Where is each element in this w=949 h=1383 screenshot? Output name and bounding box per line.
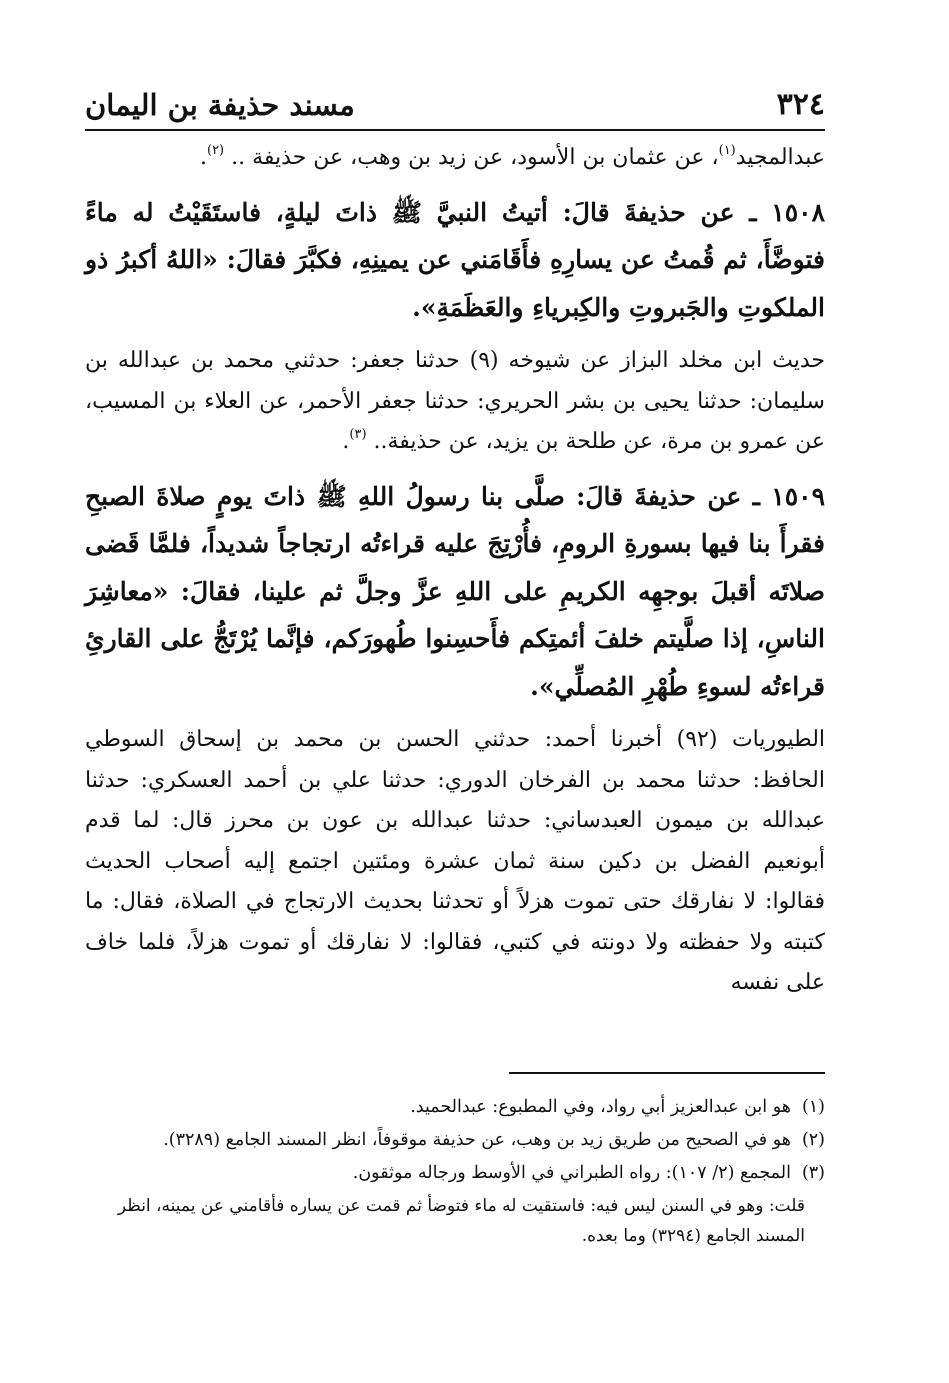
isnad-paragraph: الطيوريات (٩٢) أخبرنا أحمد: حدثني الحسن بن محمد بن إسحاق السوطي الحافظ: حدثنا محمد بن الفرخان الدوري: حدثنا علي بن أحمد العسكري: حدثنا عبدالله بن ميمون العبدساني: حدثنا عبدالله بن عون بن محرز قال: لما قدم أبونعيم الفضل بن دكين سنة ثمان عشرة ومئتين اجتمع إليه أصحاب الحديث فقالوا: لا نفارقك حتى تموت هزلاً أو تحدثنا بحديث الارتجاج في الصلاة، فقال: ما كتبته ولا حفظته ولا دونته في كتبي، فقالوا: لا نفارقك أو تموت هزلاً، فلما خاف على نفسه — [85, 727, 826, 995]
hadith-1509: ١٥٠٩ ـ عن حذيفةَ قالَ: صلَّى بنا رسولُ اللهِ ﷺ ذاتَ يومٍ صلاةَ الصبحِ فقرأَ بنا فيها بسورةِ الرومِ، فأُرْتِجَ عليه قراءتُه ارتجاجاً شديداً، فلمَّا قَضى صلاتَه أقبلَ بوجهِه الكريمِ على اللهِ عزَّ وجلَّ ثم علينا، فقالَ: «معاشِرَ الناسِ، إذا صلَّيتم خلفَ أئمتِكم فأَحسِنوا طُهورَكم، فإنَّما يُرْتَجُّ على القارئِ قراءتُه لسوءِ طُهْرِ المُصلِّي». — [85, 481, 825, 701]
footnote: (٣)المجمع (٢/ ١٠٧): رواه الطبراني في الأوسط ورجاله موثقون. — [352, 1163, 825, 1183]
header-rule — [85, 129, 825, 131]
footnote-marker: (٢) — [206, 143, 225, 158]
footnote-marker: (١) — [718, 143, 736, 158]
running-header — [85, 78, 825, 122]
footnote-rule — [509, 1072, 825, 1074]
hadith-1508: ١٥٠٨ ـ عن حذيفةَ قالَ: أتيتُ النبيَّ ﷺ ذاتَ ليلةٍ، فاستَقَيْتُ له ماءً فتوضَّأَ، ثم قُمتُ عن يسارِهِ فأَقَامَني عن يمينِهِ، فكبَّرَ فقالَ: «اللهُ أكبرُ ذو الملكوتِ والجَبروتِ والكِبرياءِ والعَظَمَةِ». — [85, 197, 825, 322]
page-number: ٣٢٤ — [776, 87, 825, 122]
main-text — [85, 138, 825, 1004]
isnad-paragraph: حديث ابن مخلد البزاز عن شيوخه (٩) حدثنا جعفر: حدثني محمد بن عبدالله بن سليمان: حدثنا يحيى بن بشر الحريري: حدثنا جعفر الأحمر، عن العلاء بن المسيب، عن عمرو بن مرة، عن طلحة بن يزيد، عن حذيفة.. $^{(٣)}$. — [85, 348, 825, 454]
footnotes — [85, 1092, 825, 1251]
footnote-comment: قلت: وهو في السنن ليس فيه: فاستقيت له ماء فتوضأ ثم قمت عن يساره فأقامني عن يمينه، انظر المسند الجامع (٣٢٩٤) وما بعده. — [117, 1196, 805, 1246]
footnote: (١)هو ابن عبدالعزيز أبي رواد، وفي المطبوع: عبدالحميد. — [410, 1097, 825, 1117]
isnad-paragraph: عبدالمجيد$^{(١)}$، عن عثمان بن الأسود، عن زيد بن وهب، عن حذيفة .. $^{(٢)}$. — [199, 143, 825, 170]
footnote-marker: (٣) — [349, 427, 367, 442]
footnote: (٢)هو في الصحيح من طريق زيد بن وهب، عن حذيفة موقوفاً، انظر المسند الجامع (٣٢٨٩). — [163, 1130, 825, 1150]
running-title: مسند حذيفة بن اليمان — [85, 88, 355, 122]
